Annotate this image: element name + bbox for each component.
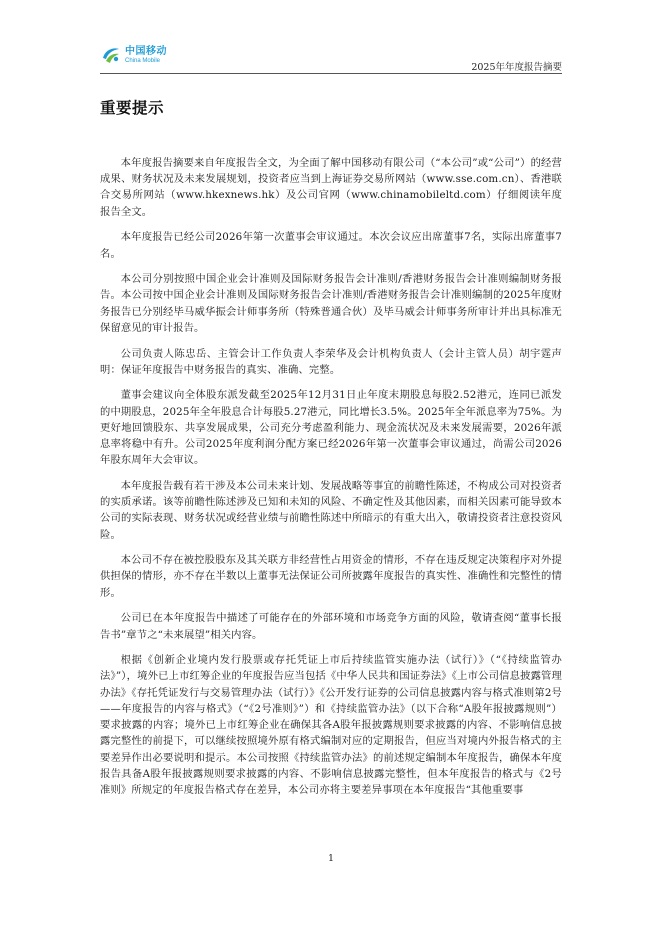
paragraph-forward-looking: 本年度报告载有若干涉及本公司未来计划、发展战略等事宜的前瞻性陈述，不构成公司对投资者的实质承诺。该等前瞻性陈述涉及已知和未知的风险、不确定性及其他因素，而相关因素可能导致本公司的实际表现、财务状况或经营业绩与前瞻性陈述中所暗示的有重大出入，敬请投资者注意投资风险。 bbox=[100, 479, 562, 541]
page-number: 1 bbox=[327, 853, 335, 864]
page-header bbox=[0, 0, 662, 80]
paragraph-disclosure-rules: 根据《创新企业境内发行股票或存托凭证上市后持续监管实施办法（试行）》（“《持续监管办法》”），境外已上市红筹企业的年度报告应当包括《中华人民共和国证券法》《上市公司信息披露管理办法》《存托凭证发行与交易管理办法（试行）》《公开发行证券的公司信息披露内容与格式准则第2号——年度报告的内容与格式》（“《2号准则》”）和《持续监管办法》（以下合称“A股年报披露规则”）要求披露的内容；境外已上市红筹企业在确保其各A股年报披露规则要求披露的内容、不影响信息披露完整性的前提下，可以继续按照境外原有格式编制对应的定期报告，但应当对境内外报告格式的主要差异作出必要说明和提示。本公司按照《持续监管办法》的前述规定编制本年度报告，确保本年度报告具备A股年报披露规则要求披露的内容、不影响信息披露完整性，但本年度报告的格式与《2号准则》所规定的年度报告格式存在差异，本公司亦将主要差异事项在本年度报告“其他重要事 bbox=[100, 654, 562, 796]
china-mobile-logo-icon bbox=[100, 44, 122, 66]
running-title: 2025年年度报告摘要 bbox=[471, 62, 562, 73]
paragraph-summary-source: 本年度报告摘要来自年度报告全文，为全面了解中国移动有限公司（“本公司”或“公司”）的经营成果、财务状况及未来发展规划，投资者应当到上海证券交易所网站（www.sse.com.cn）、香港联合交易所网站（www.hkexnews.hk）及公司官网（www.chinamobileltd.com）仔细阅读年度报告全文。 bbox=[100, 157, 562, 218]
page-title: 重要提示 bbox=[100, 99, 165, 117]
header-divider bbox=[100, 73, 562, 74]
paragraph-risk-notice: 公司已在本年度报告中描述了可能存在的外部环境和市场竞争方面的风险，敬请查阅“董事长报告书”章节之“未来展望”相关内容。 bbox=[100, 612, 562, 641]
paragraph-accounting-standards: 本公司分别按照中国企业会计准则及国际财务报告会计准则/香港财务报告会计准则编制财务报告。本公司按中国企业会计准则及国际财务报告会计准则/香港财务报告会计准则编制的2025年度财务报告已分别经毕马威华振会计师事务所（特殊普通合伙）及毕马威会计师事务所审计并出具标准无保留意见的审计报告。 bbox=[100, 273, 562, 334]
paragraph-no-fund-occupation: 本公司不存在被控股股东及其关联方非经营性占用资金的情形，不存在违反规定决策程序对外提供担保的情形，亦不存在半数以上董事无法保证公司所披露年度报告的真实性、准确性和完整性的情形。 bbox=[100, 554, 562, 599]
logo-english-text: China Mobile bbox=[125, 57, 161, 64]
paragraph-board-approval: 本年度报告已经公司2026年第一次董事会审议通过。本次会议应出席董事7名，实际出席董事7名。 bbox=[100, 231, 562, 260]
company-logo bbox=[100, 44, 167, 66]
paragraph-management-statement: 公司负责人陈忠岳、主管会计工作负责人李荣华及会计机构负责人（会计主管人员）胡宇霆声明：保证年度报告中财务报告的真实、准确、完整。 bbox=[100, 347, 562, 376]
paragraph-dividend: 董事会建议向全体股东派发截至2025年12月31日止年度末期股息每股2.52港元，连同已派发的中期股息，2025年全年股息合计每股5.27港元，同比增长3.5%。2025年全年派息率为75%。为更好地回馈股东、共享发展成果，公司充分考虑盈利能力、现金流状况及未来发展需要，2026年派息率将稳中有升。公司2025年度利润分配方案已经2026年第一次董事会审议通过，尚需公司2026年股东周年大会审议。 bbox=[100, 389, 562, 467]
document-body bbox=[100, 96, 562, 808]
logo-chinese-text: 中国移动 bbox=[125, 45, 167, 57]
